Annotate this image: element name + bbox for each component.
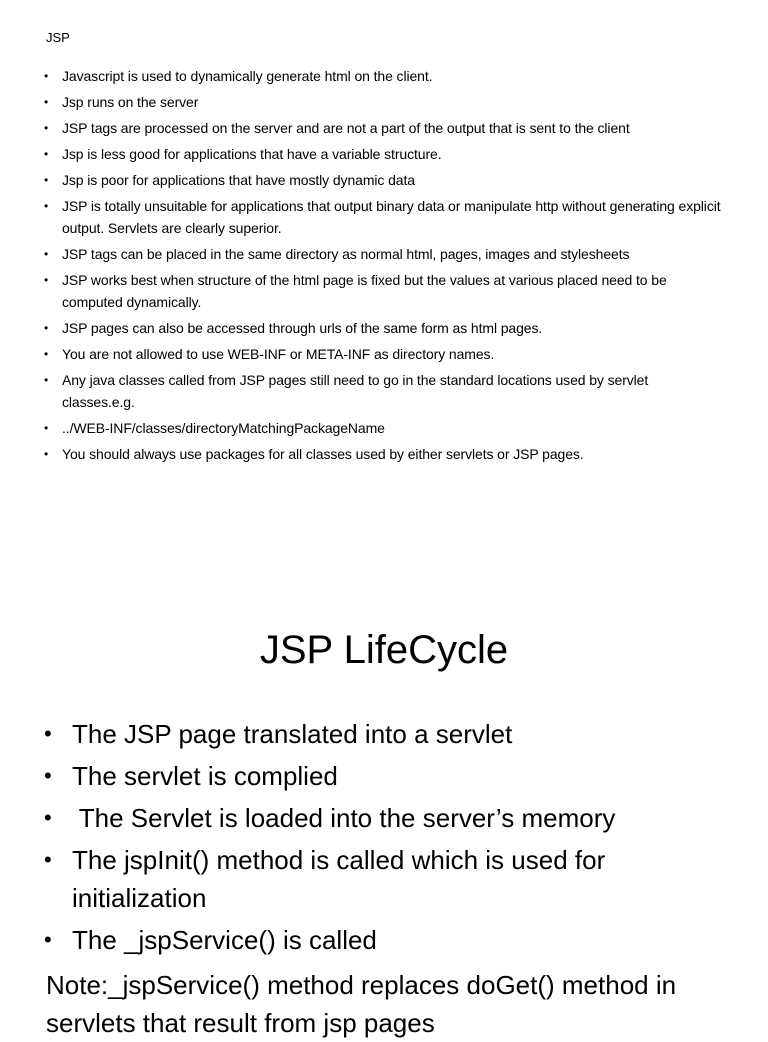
- bullet-icon: •: [44, 69, 49, 83]
- bullet-icon: •: [44, 173, 49, 187]
- list-item-text: JSP is totally unsuitable for applications that output binary data or manipulate http without generating explicit output. Servlets are clearly superior.: [62, 198, 721, 236]
- list-item: [44, 443, 724, 465]
- bullet-list: [44, 65, 724, 469]
- bullet-icon: •: [44, 373, 49, 387]
- list-item-text: JSP tags can be placed in the same directory as normal html, pages, images and stylesheets: [62, 246, 630, 262]
- list-item-text: You should always use packages for all classes used by either servlets or JSP pages.: [62, 446, 584, 462]
- list-item: [44, 799, 744, 837]
- list-item: [44, 91, 724, 113]
- slide-title: JSP: [46, 30, 70, 45]
- list-item: [44, 757, 744, 795]
- list-item-text: JSP pages can also be accessed through urls of the same form as html pages.: [62, 320, 543, 336]
- list-item-text: JSP tags are processed on the server and are not a part of the output that is sent to the client: [62, 120, 630, 136]
- bullet-icon: •: [44, 321, 49, 335]
- bullet-icon: •: [44, 447, 49, 461]
- list-item: [44, 65, 724, 87]
- bullet-icon: •: [44, 805, 52, 830]
- list-item: [44, 269, 724, 313]
- bullet-icon: •: [44, 273, 49, 287]
- list-item-text: JSP works best when structure of the html page is fixed but the values at various placed need to be computed dynamically.: [62, 272, 667, 310]
- bullet-icon: •: [44, 121, 49, 135]
- list-item: [44, 143, 724, 165]
- list-item-text: You are not allowed to use WEB-INF or META-INF as directory names.: [62, 346, 495, 362]
- lifecycle-bullet-list: [44, 715, 744, 963]
- list-item: [44, 715, 744, 753]
- list-item-text: Javascript is used to dynamically generate html on the client.: [62, 68, 433, 84]
- bullet-icon: •: [44, 421, 49, 435]
- list-item: [44, 169, 724, 191]
- list-item: [44, 243, 724, 265]
- lifecycle-note: Note:_jspService() method replaces doGet() method in servlets that result from jsp pages: [46, 970, 677, 1038]
- list-item-text: The JSP page translated into a servlet: [72, 719, 513, 749]
- list-item: [44, 343, 724, 365]
- list-item-text: The servlet is complied: [72, 761, 338, 791]
- bullet-icon: •: [44, 199, 49, 213]
- list-item: [44, 117, 724, 139]
- list-item-text: Any java classes called from JSP pages still need to go in the standard locations used by servlet classes.e.g.: [62, 372, 649, 410]
- bullet-icon: •: [44, 247, 49, 261]
- bullet-icon: •: [44, 347, 49, 361]
- list-item: [44, 921, 744, 959]
- list-item-text: The Servlet is loaded into the server’s memory: [72, 803, 616, 833]
- list-item-text: The jspInit() method is called which is used for initialization: [72, 845, 606, 913]
- bullet-icon: •: [44, 147, 49, 161]
- list-item-text: Jsp is less good for applications that have a variable structure.: [62, 146, 442, 162]
- lifecycle-title: JSP LifeCycle: [259, 628, 509, 672]
- list-item-text: The _jspService() is called: [72, 925, 377, 955]
- list-item-text: ../WEB-INF/classes/directoryMatchingPackageName: [62, 420, 385, 436]
- list-item-text: Jsp runs on the server: [62, 94, 199, 110]
- bullet-icon: •: [44, 95, 49, 109]
- bullet-icon: •: [44, 927, 52, 952]
- list-item: [44, 195, 724, 239]
- list-item-text: Jsp is poor for applications that have mostly dynamic data: [62, 172, 415, 188]
- bullet-icon: •: [44, 847, 52, 872]
- bullet-icon: •: [44, 721, 52, 746]
- list-item: [44, 841, 744, 917]
- list-item: [44, 417, 724, 439]
- list-item: [44, 369, 724, 413]
- bullet-icon: •: [44, 763, 52, 788]
- list-item: [44, 317, 724, 339]
